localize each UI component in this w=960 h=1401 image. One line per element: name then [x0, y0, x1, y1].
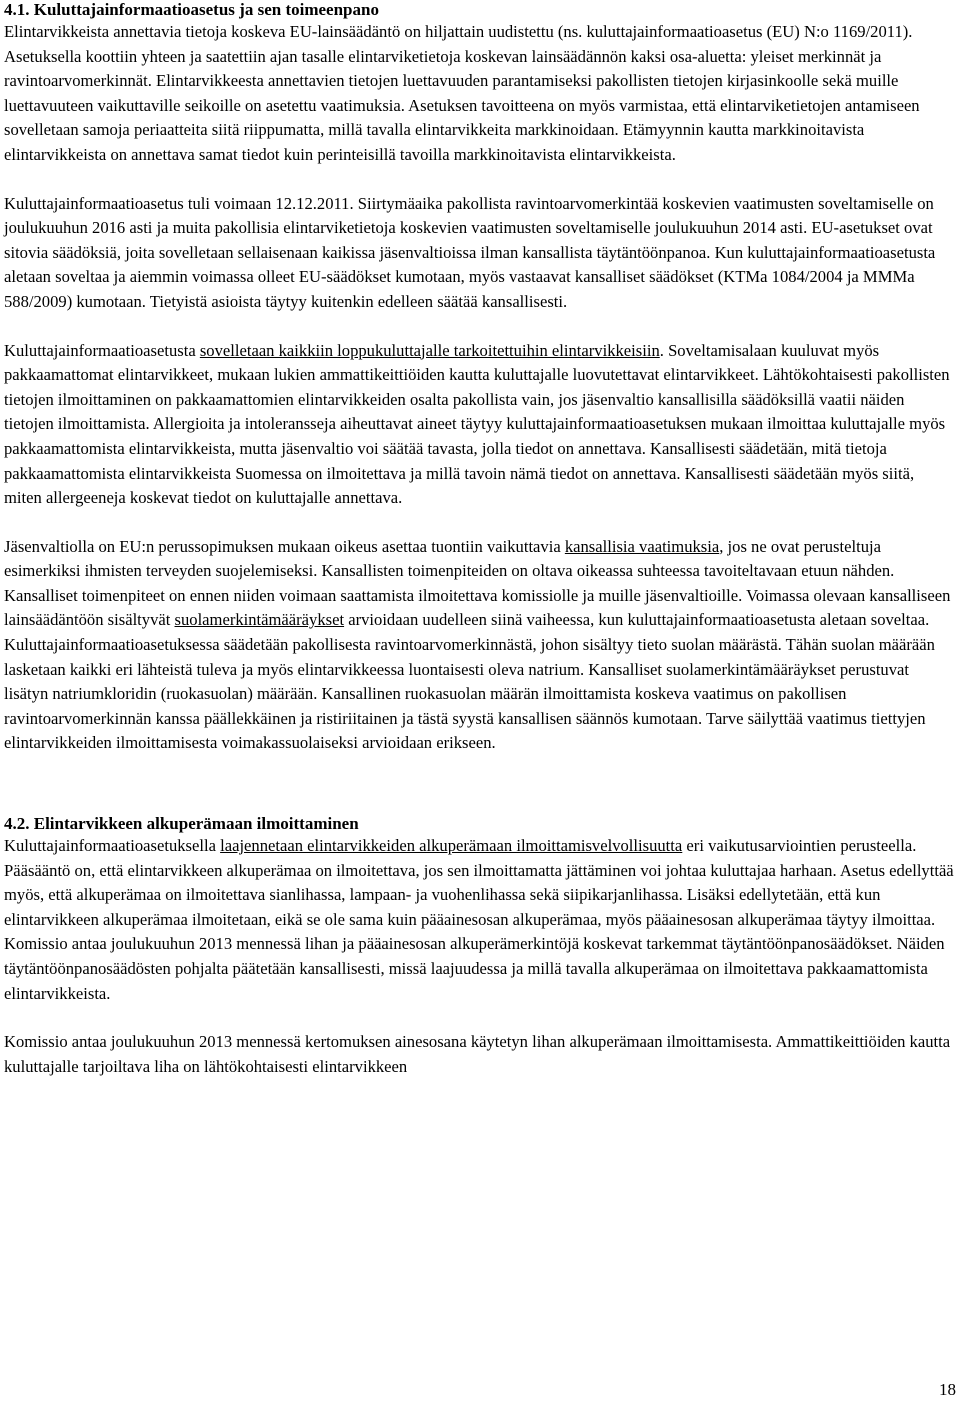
paragraph-text: . Soveltamisalaan kuuluvat myös pakkaamattomat elintarvikkeet, mukaan lukien ammattikeittiöiden kautta kuluttajalle luovutettavat elintarvikkeet. Lähtökohtaisesti pakollisten tietojen ilmoittaminen on pakkaamattomien elintarvikkeiden osalta pakollista vain, jos jäsenvaltio kansallisilla säädöksillä vaatii näiden tietojen ilmoittamista. Allergioita ja intoleransseja aiheuttavat aineet täytyy kuluttajainformaatioasetuksen mukaan ilmoittaa kuluttajalle myös pakkaamattomista elintarvikkeista, mutta jäsenvaltio voi säätää tavasta, jolla tiedot on annettava. Kansallisesti säädetään, mitä tietoja pakkaamattomista elintarvikkeista Suomessa on ilmoitettava ja millä tavoin nämä tiedot on annettava. Kansallisesti säädetään myös siitä, miten allergeeneja koskevat tiedot on kuluttajalle annettava.	[4, 340, 950, 508]
paragraph-text: Kuluttajainformaatioasetus tuli voimaan 12.12.2011. Siirtymäaika pakollista ravintoarvomerkintää koskevien vaatimusten soveltamiselle on joulukuuhun 2016 asti ja muita pakollisia elintarviketietoja koskevien vaatimusten soveltamiselle joulukuuhun 2014 asti. EU-asetukset ovat sitovia säädöksiä, joita sovelletaan sellaisenaan kaikissa jäsenvaltioissa ilman kansallista täytäntöönpanoa. Kun kuluttajainformaatioasetusta aletaan soveltaa ja aiemmin voimassa olleet EU-säädökset kumotaan, myös vastaavat kansalliset säädökset (KTMa 1084/2004 ja MMMa 588/2009) kumotaan. Tietyistä asioista täytyy kuitenkin edelleen säätää kansallisesti.	[4, 193, 936, 311]
paragraph-text: Jäsenvaltiolla on EU:n perussopimuksen mukaan oikeus asettaa tuontiin vaikuttavia	[4, 536, 565, 556]
underlined-text: sovelletaan kaikkiin loppukuluttajalle tarkoitettuihin elintarvikkeisiin	[199, 340, 660, 360]
paragraph-text: Komissio antaa joulukuuhun 2013 mennessä kertomuksen ainesosana käytetyn lihan alkuperämaan ilmoittamisesta. Ammattikeittiöiden kautta kuluttajalle tarjoiltava liha on lähtökohtaisesti elintarvikkeen	[4, 1032, 951, 1076]
section-heading: 4.1. Kuluttajainformaatioasetus ja sen toimeenpano	[4, 0, 379, 19]
paragraph-text: eri vaikutusarviointien perusteella. Pääsääntö on, että elintarvikkeen alkuperämaa on ilmoitettava, jos sen ilmoittamatta jättäminen voi johtaa kuluttajaa harhaan. Asetus edellyttää myös, että alkuperämaa on ilmoitettava sianlihassa, lampaan- ja vuohenlihassa sekä siipikarjanlihassa. Lisäksi edellytetään, että kun elintarvikkeen alkuperämaa ilmoitetaan, eikä se ole sama kuin pääainesosan alkuperämaa, myös pääainesosan alkuperämaa täytyy ilmoittaa. Komissio antaa joulukuuhun 2013 mennessä lihan ja pääainesosan alkuperämerkintöjä koskevat tarkemmat täytäntöönpanosäädökset. Näiden täytäntöönpanosäädösten pohjalta päätetään kansallisesti, missä laajuudessa ja millä tavalla alkuperämaa on ilmoitettava pakkaamattomista elintarvikkeista.	[4, 836, 954, 1003]
paragraph-text: Kuluttajainformaatioasetusta	[4, 340, 200, 360]
paragraph-text: , jos ne ovat perusteltuja esimerkiksi ihmisten terveyden suojelemiseksi. Kansallisten toimenpiteiden on oltava oikeassa suhteessa tavoiteltavaan etuun nähden. Kansalliset toimenpiteet on ennen niiden voimaan saattamista ilmoitettava komissiolle ja muille jäsenvaltioille. Voimassa olevaan kansalliseen lainsäädäntöön sisältyvät	[4, 536, 951, 630]
paragraph	[4, 20, 956, 168]
paragraph	[4, 1030, 956, 1079]
section-heading: 4.2. Elintarvikkeen alkuperämaan ilmoittaminen	[4, 814, 359, 834]
paragraph	[4, 535, 956, 756]
paragraph	[4, 834, 956, 1006]
underlined-text: laajennetaan elintarvikkeiden alkuperämaan ilmoittamisvelvollisuutta	[220, 836, 683, 856]
paragraph	[4, 192, 956, 315]
paragraph-text: arvioidaan uudelleen siinä vaiheessa, kun kuluttajainformaatioasetusta aletaan soveltaa. Kuluttajainformaatioasetuksessa säädetään pakollisesta ravintoarvomerkinnästä, johon sisältyy tieto suolan määrästä. Tähän suolan määrään lasketaan kaikki eri lähteistä tuleva ja myös elintarvikkeessa luontaisesti oleva natrium. Kansalliset suolamerkintämääräykset perustuvat lisätyn natriumkloridin (ruokasuolan) määrään. Kansallinen ruokasuolan määrän ilmoittamista koskeva vaatimus on pakollisen ravintoarvomerkinnän kanssa päällekkäinen ja ristiriitainen ja tästä syystä kansallisen säännös kumotaan. Tarve säilyttää vaatimus tiettyjen elintarvikkeiden ilmoittamisesta voimakassuolaiseksi arvioidaan erikseen.	[4, 610, 935, 753]
document-page	[4, 0, 956, 1079]
underlined-text: suolamerkintämääräykset	[174, 610, 345, 630]
underlined-text: kansallisia vaatimuksia	[564, 536, 720, 556]
page-number: 18	[939, 1380, 956, 1399]
paragraph-text: Kuluttajainformaatioasetuksella	[4, 836, 221, 856]
paragraph-text: Elintarvikkeista annettavia tietoja koskeva EU-lainsäädäntö on hiljattain uudistettu (ns. kuluttajainformaatioasetus (EU) N:o 1169/2011). Asetuksella koottiin yhteen ja saatettiin ajan tasalle elintarviketietoja koskevan lainsäädännön kaksi osa-aluetta: yleiset merkinnät ja ravintoarvomerkinnät. Elintarvikkeesta annettavien tietojen luettavuuden parantamiseksi pakollisten tietojen kirjasinkoolle sekä muille luettavuuteen vaikuttaville seikoille on asetettu vaatimuksia. Asetuksen tavoitteena on myös varmistaa, että elintarviketietojen antamiseen sovelletaan samoja periaatteita siitä riippumatta, millä tavalla elintarvikkeita markkinoidaan. Etämyynnin kautta markkinoitavista elintarvikkeista on annettava samat tiedot kuin perinteisillä tavoilla markkinoitavista elintarvikkeista.	[4, 22, 920, 164]
paragraph	[4, 339, 956, 511]
